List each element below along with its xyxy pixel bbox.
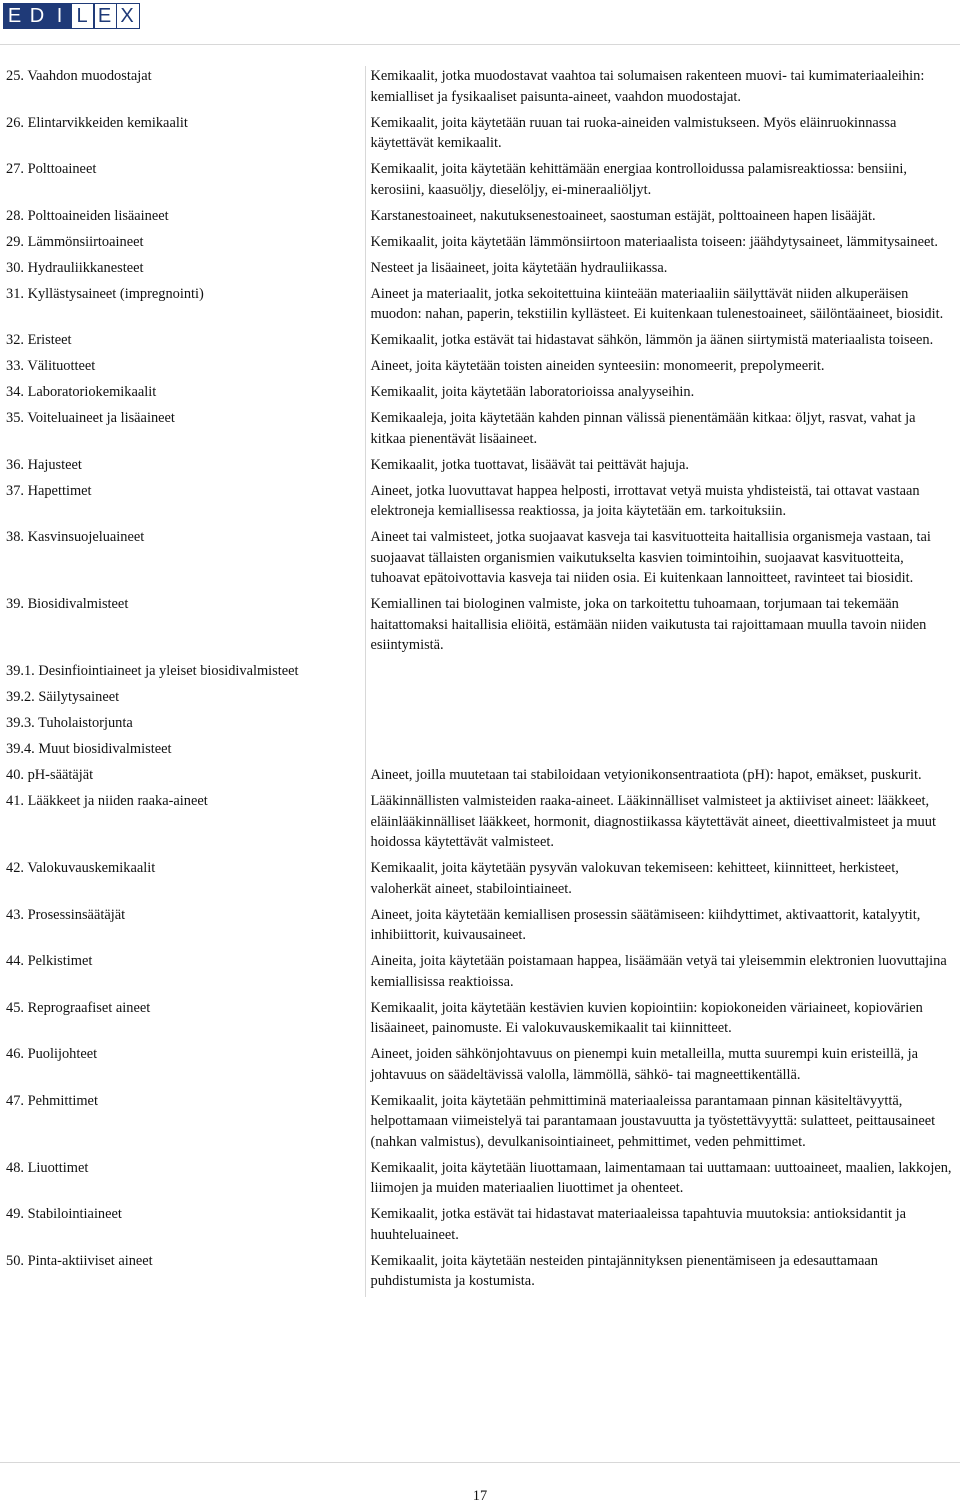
table-row: [0, 408, 960, 455]
category-description: Kemikaalit, joita käytetään laboratorioissa analyyseihin.: [365, 382, 960, 408]
table-row: [0, 66, 960, 113]
table-row: [0, 791, 960, 858]
table-row: [0, 1091, 960, 1158]
category-description: [365, 661, 960, 687]
category-description: Aineita, joita käytetään poistamaan happea, lisäämään vetyä tai yleisemmin elektronien luovuttajina kemiallisissa reaktioissa.: [365, 951, 960, 998]
category-term: 46. Puolijohteet: [6, 1046, 98, 1062]
category-term: 48. Liuottimet: [6, 1159, 89, 1176]
table-row: [0, 330, 960, 356]
category-description: Kemikaalit, joita käytetään pysyvän valokuvan tekemiseen: kehitteet, kiinnitteet, herkisteet, valoherkät aineet, stabilointiaineet.: [365, 858, 960, 905]
category-description: Aineet tai valmisteet, jotka suojaavat kasveja tai kasvituotteita haitallisia organismeja vastaan, tai suojaavat tällaisten organismien vaikutukselta kasvien toimintoihin, suojaavat kasvituotteita, tuhoavat epätoivottavia kasveja tai niiden osia. Ei kuitenkaan lannoitteet, ravinteet tai biosidit.: [365, 527, 960, 594]
table-row: [0, 594, 960, 661]
table-row: [0, 356, 960, 382]
category-term: 41. Lääkkeet ja niiden raaka-aineet: [6, 793, 208, 809]
logo-letter: E: [93, 3, 117, 29]
category-description: Kemikaalit, joita käytetään ruuan tai ruoka-aineiden valmistukseen. Myös eläinruokinnassa käytettävät kemikaalit.: [365, 113, 960, 160]
table-row: [0, 1204, 960, 1251]
category-term: 39.3. Tuholaistorjunta: [6, 715, 133, 731]
category-term: 35. Voiteluaineet ja lisäaineet: [6, 410, 175, 426]
category-description: Lääkinnällisten valmisteiden raaka-aineet. Lääkinnälliset valmisteet ja aktiiviset aineet: lääkkeet, eläinlääkinnälliset lääkkeet, hormonit, diagnostiikassa käytettävät aineet, dieettivalmisteet ja muut hoidossa käytettävät valmisteet.: [365, 791, 960, 858]
category-description: Kemikaalit, joita käytetään pehmittiminä materiaaleissa parantamaan pinnan käsiteltävyyttä, helpottamaan viimeistelyä tai parantamaan joustavuutta ja työstettävyyttä: sulatteet, peittausaineet (nahkan valmistus), devulkanisointiaineet, pehmittimet, veden pehmittimet.: [365, 1091, 960, 1158]
table-row: [0, 455, 960, 481]
category-description: Kemikaalit, joita käytetään kehittämään energiaa kontrolloidussa palamisreaktiossa: bensiini, kerosiini, kaasuöljy, dieselöljy, ei-mineraaliöljyt.: [365, 159, 960, 206]
category-term: 36. Hajusteet: [6, 456, 82, 473]
category-description: Kemiallinen tai biologinen valmiste, joka on tarkoitettu tuhoamaan, torjumaan tai tekemään haitattomaksi haitallisia eliöitä, estämään niiden vaikutusta tai rajoittamaan muulla tavoin niiden esiintymistä.: [365, 594, 960, 661]
table-row: [0, 481, 960, 528]
table-row: [0, 1158, 960, 1205]
category-description: Kemikaalit, jotka estävät tai hidastavat materiaaleissa tapahtuvia muutoksia: antioksidantit ja huuhteluaineet.: [365, 1204, 960, 1251]
category-description: [365, 687, 960, 713]
table-row: [0, 905, 960, 952]
category-description: Aineet ja materiaalit, jotka sekoitettuina kiinteään materiaaliin säilyttävät niiden alkuperäisen muodon: nahan, paperin, tekstiilin kyllästeet. Ei kuitenkaan tulenestoaineet, säilöntäaineet, biosidit.: [365, 284, 960, 331]
category-description: Karstanestoaineet, nakutuksenestoaineet, saostuman estäjät, polttoaineen hapen lisääjät.: [365, 206, 960, 232]
table-row: [0, 232, 960, 258]
logo-letter: D: [26, 3, 50, 29]
category-description: Kemikaalit, joita käytetään lämmönsiirtoon materiaalista toiseen: jäähdytysaineet, lämmitysaineet.: [365, 232, 960, 258]
category-term: 30. Hydrauliikkanesteet: [6, 259, 144, 276]
table-row: [0, 1044, 960, 1091]
table-row: [0, 258, 960, 284]
category-description: Aineet, jotka luovuttavat happea helposti, irrottavat vetyä muista yhdisteistä, tai ottavat vastaan elektroneja kemiallisessa reaktiossa, ja joita käytetään em. tarkoituksiin.: [365, 481, 960, 528]
category-term: 26. Elintarvikkeiden kemikaalit: [6, 114, 188, 131]
category-description: Aineet, joita käytetään kemiallisen prosessin säätämiseen: kiihdyttimet, aktivaattorit, katalyytit, inhibiittorit, kuivausaineet.: [365, 905, 960, 952]
category-term: 37. Hapettimet: [6, 482, 92, 499]
table-row: [0, 1251, 960, 1298]
table-row: [0, 739, 960, 765]
logo-letter: E: [3, 3, 27, 29]
category-term: 47. Pehmittimet: [6, 1092, 98, 1109]
table-row: [0, 159, 960, 206]
logo-letter: X: [116, 3, 140, 29]
category-term: 39.1. Desinfiointiaineet ja yleiset biosidivalmisteet: [6, 663, 299, 679]
category-description: Kemikaalit, jotka tuottavat, lisäävät tai peittävät hajuja.: [365, 455, 960, 481]
table-body: [0, 66, 960, 1297]
table-row: [0, 527, 960, 594]
category-term: 31. Kyllästysaineet (impregnointi): [6, 285, 204, 302]
category-term: 43. Prosessinsäätäjät: [6, 906, 126, 923]
footer-divider: [0, 1462, 960, 1463]
table-row: [0, 661, 960, 687]
category-term: 49. Stabilointiaineet: [6, 1206, 122, 1222]
category-term: 27. Polttoaineet: [6, 161, 97, 177]
category-description: Kemikaalit, joita käytetään liuottamaan, laimentamaan tai uuttamaan: uuttoaineet, maalien, lakkojen, liimojen ja muiden materiaalien liuottimet ja ohenteet.: [365, 1158, 960, 1205]
category-description: Aineet, joiden sähkönjohtavuus on pienempi kuin metalleilla, mutta suurempi kuin eristeillä, ja johtavuus on säädeltävissä valolla, lämmöllä, sähkö- tai magneettikentällä.: [365, 1044, 960, 1091]
category-term: 32. Eristeet: [6, 332, 72, 348]
table-row: [0, 951, 960, 998]
header-divider: [0, 44, 960, 45]
category-term: 29. Lämmönsiirtoaineet: [6, 233, 144, 250]
category-term: 45. Reprograafiset aineet: [6, 999, 151, 1016]
edilex-logo: [3, 3, 138, 29]
category-term: 39. Biosidivalmisteet: [6, 596, 129, 612]
table-row: [0, 687, 960, 713]
category-term: 33. Välituotteet: [6, 358, 96, 374]
logo-letter: I: [48, 3, 72, 29]
category-description: Kemikaaleja, joita käytetään kahden pinnan välissä pienentämään kitkaa: öljyt, rasvat, vahat ja kitkaa pienentävät lisäaineet.: [365, 408, 960, 455]
category-term: 40. pH-säätäjät: [6, 767, 94, 783]
category-description: Kemikaalit, joita käytetään kestävien kuvien kopiointiin: kopiokoneiden väriaineet, kopiovärien lisäaineet, painomuste. Ei valokuvauskemikaalit tai kiinnitteet.: [365, 998, 960, 1045]
category-term: 42. Valokuvauskemikaalit: [6, 860, 156, 876]
category-term: 25. Vaahdon muodostajat: [6, 68, 152, 84]
category-term: 39.2. Säilytysaineet: [6, 689, 120, 705]
page-number: 17: [472, 1488, 488, 1504]
table-row: [0, 382, 960, 408]
category-description: [365, 739, 960, 765]
category-term: 34. Laboratoriokemikaalit: [6, 384, 157, 400]
category-description: Kemikaalit, joita käytetään nesteiden pintajännityksen pienentämiseen ja edesauttamaan puhdistumista ja kostumista.: [365, 1251, 960, 1298]
category-description: Nesteet ja lisäaineet, joita käytetään hydrauliikassa.: [365, 258, 960, 284]
table-row: [0, 858, 960, 905]
category-term: 50. Pinta-aktiiviset aineet: [6, 1252, 153, 1269]
category-description: Kemikaalit, jotka estävät tai hidastavat sähkön, lämmön ja äänen siirtymistä materiaalista toiseen.: [365, 330, 960, 356]
table-row: [0, 713, 960, 739]
logo-letter: L: [71, 3, 95, 29]
table-row: [0, 206, 960, 232]
table-row: [0, 998, 960, 1045]
category-description: [365, 713, 960, 739]
category-term: 28. Polttoaineiden lisäaineet: [6, 207, 169, 224]
category-description: Aineet, joilla muutetaan tai stabiloidaan vetyionikonsentraatiota (pH): hapot, emäkset, puskurit.: [365, 765, 960, 791]
table-row: [0, 765, 960, 791]
category-description: Kemikaalit, jotka muodostavat vaahtoa tai solumaisen rakenteen muovi- tai kumimateriaaleihin: kemialliset ja fysikaaliset paisunta-aineet, vaahdon muodostajat.: [365, 66, 960, 113]
category-description: Aineet, joita käytetään toisten aineiden synteesiin: monomeerit, prepolymeerit.: [365, 356, 960, 382]
table-row: [0, 113, 960, 160]
category-term: 44. Pelkistimet: [6, 953, 93, 969]
category-term: 38. Kasvinsuojeluaineet: [6, 529, 145, 545]
table-row: [0, 284, 960, 331]
category-term: 39.4. Muut biosidivalmisteet: [6, 741, 172, 757]
chemical-category-table: [0, 66, 960, 1297]
